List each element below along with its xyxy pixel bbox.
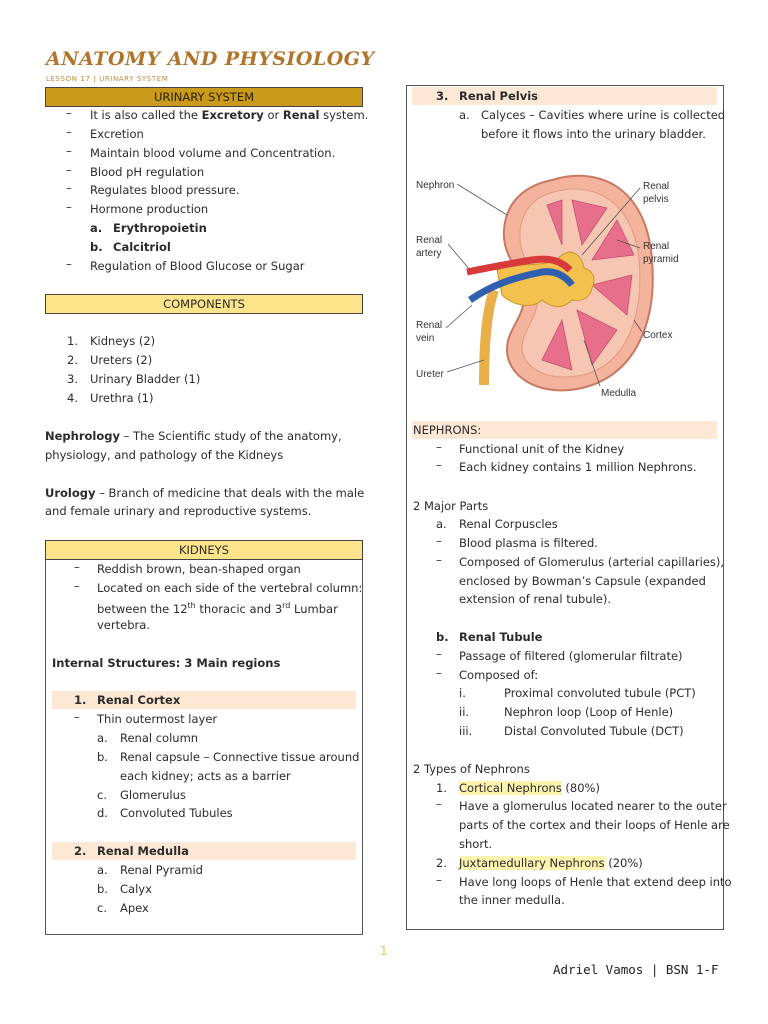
list-item: Passage of filtered (glomerular filtrate) — [459, 649, 683, 663]
sub-item: Renal Pyramid — [120, 863, 203, 877]
sub-item: Renal column — [120, 731, 199, 745]
renal-medulla-heading: Renal Medulla — [97, 844, 189, 858]
sub-item: Calyces – Cavities where urine is collected — [481, 108, 726, 122]
renal-pelvis-highlight — [412, 87, 717, 105]
urinary-system-header: URINARY SYSTEM — [45, 87, 363, 107]
label-renal-artery-2: artery — [416, 248, 442, 259]
nephrons-heading: NEPHRONS: — [413, 423, 482, 437]
label-renal-pelvis-2: pelvis — [643, 194, 669, 205]
sub-item-marker: c. — [97, 788, 107, 802]
sub-item-marker: a. — [97, 863, 108, 877]
sub-item: Calcitriol — [113, 240, 171, 254]
renal-tubule-heading: Renal Tubule — [459, 630, 543, 644]
list-item-cont: between the 12th thoracic and 3rd Lumbar — [97, 601, 338, 616]
sub-item: Erythropoietin — [113, 221, 207, 235]
bullet-dash: – — [436, 458, 442, 472]
list-item: Located on each side of the vertebral column: — [97, 581, 363, 595]
list-number: 2. — [67, 353, 78, 367]
roman-marker: iii. — [459, 724, 473, 738]
bullet-dash: – — [66, 106, 72, 120]
list-item: Kidneys (2) — [90, 334, 156, 348]
bullet-dash: – — [436, 534, 442, 548]
sub-item: Calyx — [120, 882, 152, 896]
bullet-dash: – — [66, 163, 72, 177]
list-number: 1. — [67, 334, 78, 348]
label-renal-pyramid-1: Renal — [643, 241, 670, 252]
section-number: 2. — [436, 856, 447, 870]
list-item: Composed of Glomerulus (arterial capillaries), — [459, 555, 725, 569]
list-item: Thin outermost layer — [97, 712, 218, 726]
roman-marker: i. — [459, 686, 466, 700]
renal-pelvis-heading: Renal Pelvis — [459, 89, 539, 103]
sub-item-marker: b. — [97, 882, 108, 896]
renal-corpuscles-item: Renal Corpuscles — [459, 517, 558, 531]
sub-item-marker: d. — [97, 806, 108, 820]
label-renal-pyramid-2: pyramid — [643, 254, 679, 265]
list-item: Hormone production — [90, 202, 209, 216]
list-item: Functional unit of the Kidney — [459, 442, 625, 456]
types-heading: 2 Types of Nephrons — [413, 762, 530, 776]
nephrology-definition: Nephrology – The Scientific study of the anatomy, — [45, 429, 342, 443]
label-renal-vein-2: vein — [416, 333, 435, 344]
bullet-dash: – — [66, 257, 72, 271]
list-item: Urethra (1) — [90, 391, 154, 405]
components-header: COMPONENTS — [45, 294, 363, 314]
list-item: Each kidney contains 1 million Nephrons. — [459, 460, 697, 474]
list-item: Blood pH regulation — [90, 165, 205, 179]
list-item: Regulation of Blood Glucose or Sugar — [90, 259, 305, 273]
bullet-dash: – — [436, 440, 442, 454]
list-number: 3. — [67, 372, 78, 386]
sub-item-marker: b. — [97, 750, 108, 764]
kidneys-header: KIDNEYS — [45, 540, 363, 560]
roman-item: Proximal convoluted tubule (PCT) — [504, 686, 696, 700]
list-item-cont: short. — [459, 837, 493, 851]
renal-cortex-heading: Renal Cortex — [97, 693, 181, 707]
bullet-dash: – — [66, 125, 72, 139]
list-number: 4. — [67, 391, 78, 405]
document-subtitle: LESSON 17 | URINARY SYSTEM — [46, 75, 169, 83]
list-item: Ureters (2) — [90, 353, 153, 367]
label-nephron: Nephron — [416, 180, 455, 191]
sub-item-marker: b. — [436, 630, 449, 644]
cortical-nephrons-heading: Cortical Nephrons (80%) — [459, 781, 600, 795]
section-number: 1. — [74, 693, 87, 707]
bullet-dash: – — [74, 579, 80, 593]
bullet-dash: – — [74, 710, 80, 724]
sub-item-cont: before it flows into the urinary bladder. — [481, 127, 706, 141]
list-item: Urinary Bladder (1) — [90, 372, 201, 386]
bullet-dash: – — [436, 797, 442, 811]
bullet-dash: – — [66, 200, 72, 214]
list-item-cont: parts of the cortex and their loops of Henle are — [459, 818, 730, 832]
sub-item-marker: b. — [90, 240, 103, 254]
bullet-dash: – — [436, 553, 442, 567]
author-footer: Adriel Vamos | BSN 1-F — [553, 962, 719, 977]
list-item-cont: extension of renal tubule). — [459, 592, 611, 606]
list-item: Reddish brown, bean-shaped organ — [97, 562, 301, 576]
bullet-dash: – — [66, 144, 72, 158]
label-medulla: Medulla — [601, 388, 637, 399]
sub-item-marker: a. — [436, 517, 447, 531]
label-renal-vein-1: Renal — [416, 320, 443, 331]
list-item: Blood plasma is filtered. — [459, 536, 598, 550]
roman-marker: ii. — [459, 705, 470, 719]
label-ureter: Ureter — [416, 369, 444, 380]
sub-item-marker: a. — [459, 108, 470, 122]
sub-item-cont: each kidney; acts as a barrier — [120, 769, 291, 783]
list-item: Regulates blood pressure. — [90, 183, 240, 197]
nephrology-definition-cont: physiology, and pathology of the Kidneys — [45, 448, 284, 462]
label-renal-artery-1: Renal — [416, 235, 443, 246]
sub-item-marker: a. — [97, 731, 108, 745]
juxtamedullary-nephrons-heading: Juxtamedullary Nephrons (20%) — [459, 856, 643, 870]
sub-item: Glomerulus — [120, 788, 186, 802]
roman-item: Nephron loop (Loop of Henle) — [504, 705, 674, 719]
kidney-diagram — [412, 160, 717, 405]
section-number: 1. — [436, 781, 447, 795]
bullet-dash: – — [74, 560, 80, 574]
list-item: Maintain blood volume and Concentration. — [90, 146, 336, 160]
label-cortex: Cortex — [643, 330, 673, 341]
bullet-dash: – — [436, 873, 442, 887]
bullet-dash: – — [436, 666, 442, 680]
section-number: 2. — [74, 844, 87, 858]
sub-item: Convoluted Tubules — [120, 806, 233, 820]
urology-definition-cont: and female urinary and reproductive systems. — [45, 504, 312, 518]
section-number: 3. — [436, 89, 449, 103]
list-item: Composed of: — [459, 668, 539, 682]
bullet-dash: – — [436, 647, 442, 661]
bullet-dash: – — [66, 181, 72, 195]
roman-item: Distal Convoluted Tubule (DCT) — [504, 724, 684, 738]
label-renal-pelvis-1: Renal — [643, 181, 670, 192]
page-number: 1 — [380, 944, 388, 958]
list-item: Excretion — [90, 127, 144, 141]
major-parts-heading: 2 Major Parts — [413, 499, 489, 513]
sub-item-marker: c. — [97, 901, 107, 915]
list-item-cont: vertebra. — [97, 618, 150, 632]
document-title: ANATOMY AND PHYSIOLOGY — [46, 48, 375, 70]
list-item-cont: enclosed by Bowman’s Capsule (expanded — [459, 574, 706, 588]
urology-definition: Urology – Branch of medicine that deals with the male — [45, 486, 365, 500]
list-item: Have a glomerulus located nearer to the outer — [459, 799, 727, 813]
list-item: It is also called the Excretory or Renal system. — [90, 108, 369, 122]
ureter-shape — [484, 290, 494, 385]
list-item: Have long loops of Henle that extend deep into — [459, 875, 732, 889]
internal-structures-heading: Internal Structures: 3 Main regions — [52, 656, 281, 670]
list-item-cont: the inner medulla. — [459, 893, 565, 907]
sub-item: Apex — [120, 901, 149, 915]
sub-item-marker: a. — [90, 221, 103, 235]
sub-item: Renal capsule – Connective tissue around — [120, 750, 360, 764]
